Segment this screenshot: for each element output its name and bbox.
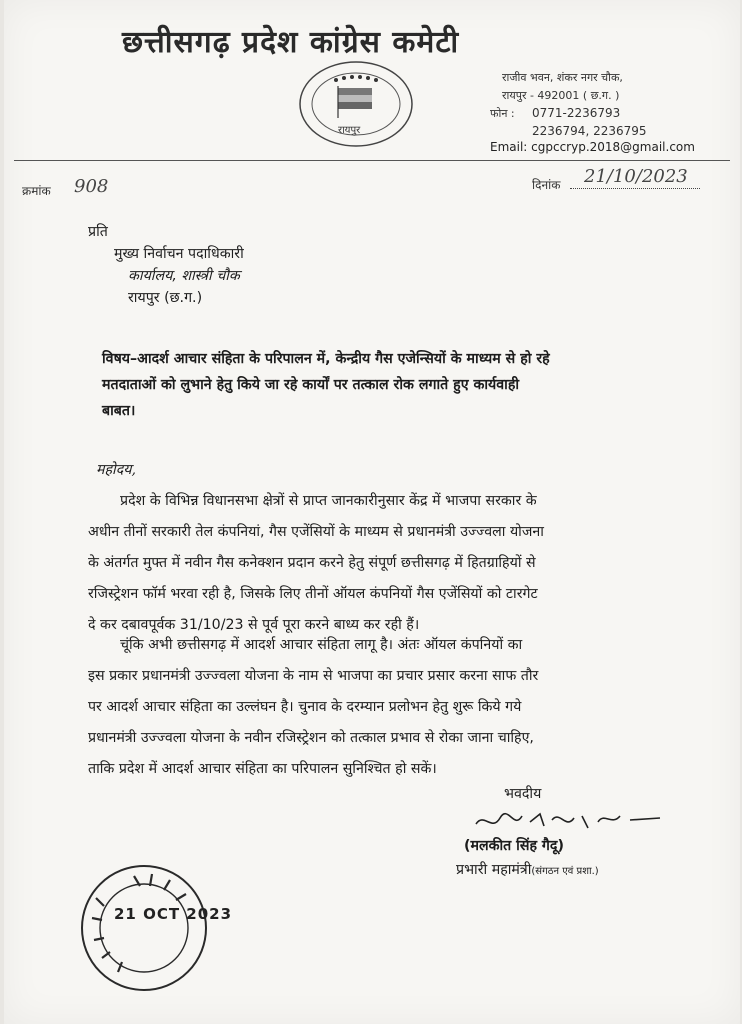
kramank-value: 908	[74, 176, 109, 197]
subject-line-3: बाबत।	[102, 403, 136, 419]
para1-line-5: दे कर दबावपूर्वक 31/10/23 से पूर्व पूरा करने बाध्य कर रही हैं।	[88, 617, 420, 633]
recipient-line-3: रायपुर (छ.ग.)	[128, 290, 203, 306]
para2-line-2: इस प्रकार प्रधानमंत्री उज्ज्वला योजना के नाम से भाजपा का प्रचार प्रसार करना साफ तौर	[88, 668, 539, 684]
salutation: महोदय,	[96, 462, 136, 478]
para2-line-1: चूंकि अभी छत्तीसगढ़ में आदर्श आचार संहिता लागू है। अंतः ऑयल कंपनियों का	[120, 637, 523, 653]
para1-line-4: रजिस्ट्रेशन फॉर्म भरवा रही है, जिसके लिए तीनों ऑयल कंपनियों गैस एजेंसियों को टारगेट	[88, 586, 538, 602]
signature	[470, 804, 670, 838]
para2-line-5: ताकि प्रदेश में आदर्श आचार संहिता का परिपालन सुनिश्चित हो सकें।	[88, 761, 437, 777]
address-line-2: रायपुर - 492001 ( छ.ग. )	[502, 89, 620, 102]
para2-line-4: प्रधानमंत्री उज्ज्वला योजना के नवीन रजिस्ट्रेशन को तत्काल प्रभाव से रोका जाना चाहिए,	[88, 730, 534, 746]
para2-line-3: पर आदर्श आचार संहिता का उल्लंघन है। चुनाव के दरम्यान प्रलोभन हेतु शुरू किये गये	[88, 699, 522, 715]
para1-line-3: के अंतर्गत मुफ्त में नवीन गैस कनेक्शन प्रदान करने हेतु संपूर्ण छत्तीसगढ़ में हितग्राहियों से	[88, 555, 536, 571]
phone-label: फोन :	[490, 107, 515, 120]
paragraph-1	[88, 486, 662, 641]
prati-label: प्रति	[88, 224, 108, 240]
signatory-name: (मलकीत सिंह गैदू)	[464, 838, 564, 854]
address-line-1: राजीव भवन, शंकर नगर चौक,	[502, 71, 623, 84]
subject-block	[102, 346, 702, 424]
bleed-through-text	[144, 76, 151, 101]
subject-line-2: मतदाताओं को लुभाने हेतु किये जा रहे कार्यों पर तत्काल रोक लगाते हुए कार्यवाही	[102, 377, 520, 393]
kramank-label: क्रमांक	[22, 184, 51, 198]
signatory-designation	[456, 860, 599, 882]
designation-title: प्रभारी महामंत्री	[456, 862, 532, 878]
paragraph-2	[88, 630, 662, 785]
phone-1: 0771-2236793	[532, 106, 621, 120]
recipient-line-2: कार्यालय, शास्त्री चौक	[128, 268, 240, 284]
subject-line-1: विषय–आदर्श आचार संहिता के परिपालन में, केन्द्रीय गैस एजेन्सियों के माध्यम से हो रहे	[102, 351, 550, 367]
email-line: Email: cgpccryp.2018@gmail.com	[490, 140, 695, 154]
date-value: 21/10/2023	[584, 166, 688, 187]
para1-line-1: प्रदेश के विभिन्न विधानसभा क्षेत्रों से प्राप्त जानकारीनुसार केंद्र में भाजपा सरकार के	[120, 493, 537, 509]
party-seal-logo	[296, 56, 416, 151]
recipient-line-1: मुख्य निर्वाचन पदाधिकारी	[114, 246, 244, 262]
para1-line-2: अधीन तीनों सरकारी तेल कंपनियां, गैस एजेंसियों के माध्यम से प्रधानमंत्री उज्ज्वला योजना	[88, 524, 544, 540]
letter-page	[4, 0, 740, 1024]
received-stamp	[74, 858, 214, 998]
date-underline	[570, 188, 700, 189]
designation-note: (संगठन एवं प्रशा.)	[531, 866, 599, 877]
stamp-date: 21 OCT 2023	[114, 905, 233, 923]
seal-city: रायपुर	[338, 125, 361, 136]
org-name-header: छत्तीसगढ़ प्रदेश कांग्रेस कमेटी	[122, 25, 460, 60]
bhavadiya: भवदीय	[504, 786, 542, 802]
phone-2: 2236794, 2236795	[532, 124, 647, 138]
header-divider	[14, 160, 730, 161]
date-label: दिनांक	[532, 178, 561, 192]
